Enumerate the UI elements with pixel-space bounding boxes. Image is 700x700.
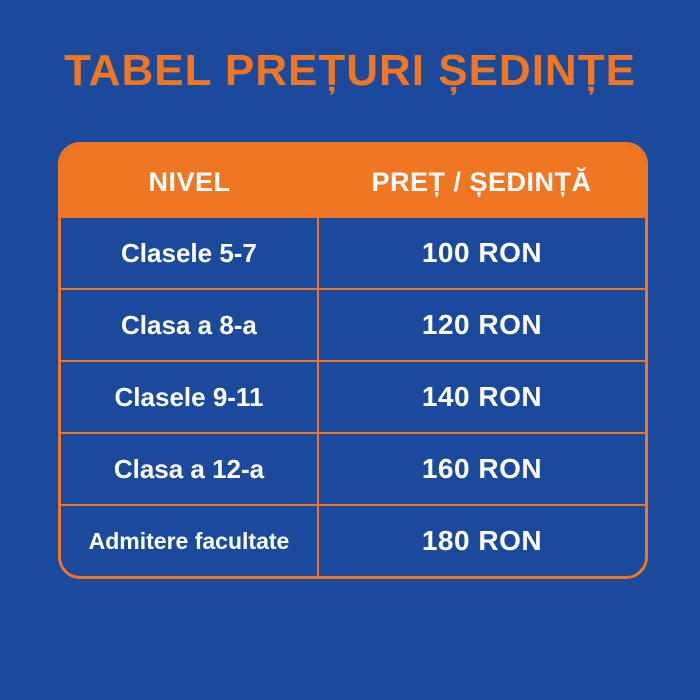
cell-price: 140 RON — [318, 361, 645, 433]
cell-level: Admitere facultate — [61, 505, 318, 576]
table-row — [61, 433, 645, 505]
cell-level: Clasa a 12-a — [61, 433, 318, 505]
pricing-table-container — [58, 142, 648, 579]
cell-price: 120 RON — [318, 289, 645, 361]
table-row — [61, 289, 645, 361]
column-header-level: NIVEL — [61, 145, 318, 218]
cell-price: 180 RON — [421, 525, 543, 556]
cell-price: 160 RON — [318, 433, 645, 505]
column-header-price: PREȚ / ȘEDINȚĂ — [318, 145, 645, 218]
page-title: TABEL PREȚURI ȘEDINȚE — [64, 46, 636, 95]
cell-level: Clasele 5-7 — [61, 218, 318, 289]
pricing-table — [61, 145, 645, 576]
table-header-row — [61, 145, 645, 218]
table-row — [61, 361, 645, 433]
cell-level: Clasele 9-11 — [61, 361, 318, 433]
table-header — [61, 145, 645, 218]
cell-level: Clasa a 8-a — [61, 289, 318, 361]
table-row — [61, 218, 645, 289]
table-body — [61, 218, 645, 576]
cell-price: 100 RON — [318, 218, 645, 289]
table-row — [61, 505, 645, 576]
